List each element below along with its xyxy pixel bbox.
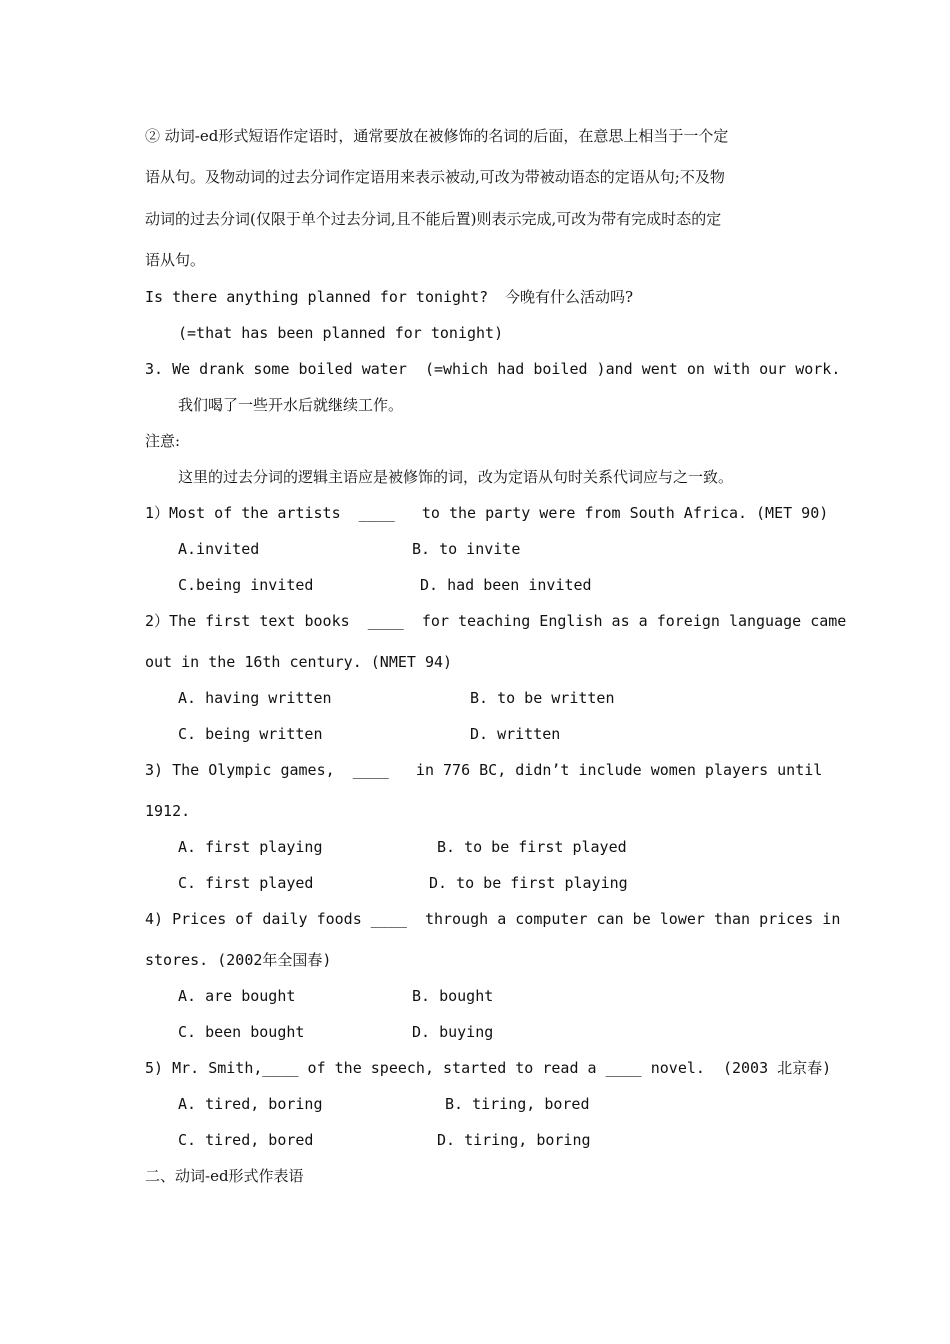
option-c: C. been bought <box>178 1023 305 1041</box>
option-d: D. had been invited <box>420 576 592 594</box>
question-stem: 1）Most of the artists ____ to the party were from South Africa. (MET 90) <box>145 504 829 522</box>
paragraph-line: 动词的过去分词(仅限于单个过去分词,且不能后置)则表示完成,可改为带有完成时态的定 <box>145 210 722 228</box>
example-sentence-en: Is there anything planned for tonight? <box>145 288 489 306</box>
option-a: A. are bought <box>178 987 296 1005</box>
option-c: C.being invited <box>178 576 314 594</box>
option-b: B. bought <box>412 987 494 1005</box>
question-stem: 4) Prices of daily foods ____ through a computer can be lower than prices in <box>145 910 841 928</box>
option-a: A. first playing <box>178 838 323 856</box>
example-equivalent: (=that has been planned for tonight) <box>178 324 504 342</box>
option-a: A.invited <box>178 540 260 558</box>
section-heading: 二、动词-ed形式作表语 <box>145 1167 304 1185</box>
option-c: C. being written <box>178 725 323 743</box>
option-b: B. to be written <box>470 689 615 707</box>
option-a: A. having written <box>178 689 332 707</box>
question-stem: 5) Mr. Smith,____ of the speech, started to read a ____ novel. (2003 北京春) <box>145 1059 832 1077</box>
example-sentence-cn: 今晚有什么活动吗? <box>505 288 634 306</box>
question-stem: stores. (2002年全国春) <box>145 951 332 969</box>
question-stem: out in the 16th century. (NMET 94) <box>145 653 453 671</box>
note-label: 注意: <box>145 432 181 450</box>
paragraph-line: 语从句。 <box>145 251 206 269</box>
paragraph-line: ② 动词-ed形式短语作定语时，通常要放在被修饰的名词的后面，在意思上相当于一个定 <box>145 127 729 145</box>
question-stem: 2）The first text books ____ for teaching English as a foreign language came <box>145 612 847 630</box>
option-b: B. to be first played <box>437 838 627 856</box>
option-d: D. tiring, boring <box>437 1131 591 1149</box>
option-b: B. tiring, bored <box>445 1095 590 1113</box>
option-d: D. buying <box>412 1023 494 1041</box>
note-text: 这里的过去分词的逻辑主语应是被修饰的词，改为定语从句时关系代词应与之一致。 <box>178 468 734 486</box>
option-b: B. to invite <box>412 540 521 558</box>
option-a: A. tired, boring <box>178 1095 323 1113</box>
example-sentence-en: 3. We drank some boiled water (=which had boiled )and went on with our work. <box>145 360 841 378</box>
example-sentence-cn: 我们喝了一些开水后就继续工作。 <box>178 396 404 414</box>
option-d: D. written <box>470 725 561 743</box>
paragraph-line: 语从句。及物动词的过去分词作定语用来表示被动,可改为带被动语态的定语从句;不及物 <box>145 168 725 186</box>
question-stem: 3) The Olympic games, ____ in 776 BC, didn’t include women players until <box>145 761 823 779</box>
question-stem: 1912. <box>145 802 191 820</box>
option-d: D. to be first playing <box>429 874 628 892</box>
option-c: C. first played <box>178 874 314 892</box>
option-c: C. tired, bored <box>178 1131 314 1149</box>
